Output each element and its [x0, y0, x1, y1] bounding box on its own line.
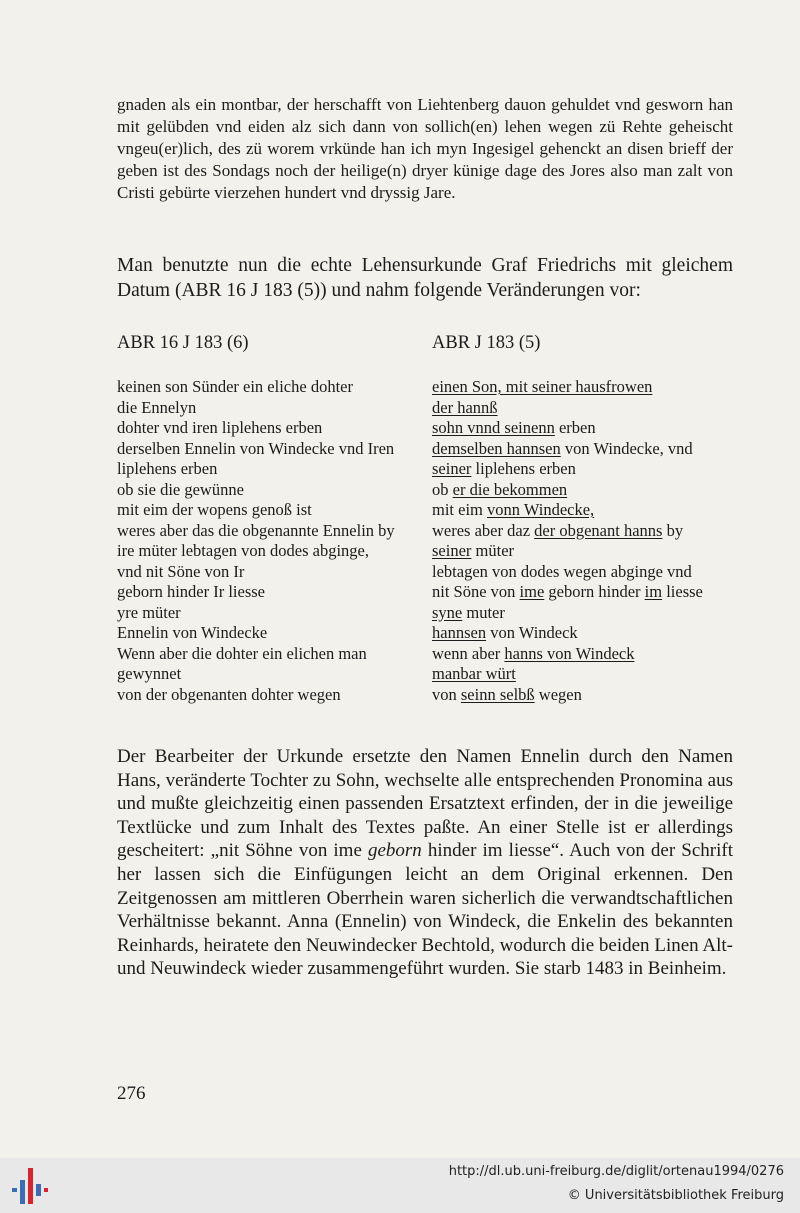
comparison-right-cell — [432, 398, 742, 419]
comparison-right-cell — [432, 459, 742, 480]
comparison-row — [117, 377, 742, 398]
copyright-text: © Universitätsbibliothek Freiburg — [567, 1188, 784, 1203]
document-url[interactable]: http://dl.ub.uni-freiburg.de/diglit/ortenau1994/0276 — [448, 1164, 784, 1179]
underlined-change: demselben hannsen — [432, 438, 561, 458]
comparison-row — [117, 398, 742, 419]
unchanged-text: lebtagen von dodes wegen abginge vnd — [432, 561, 692, 581]
comparison-left-cell: mit eim der wopens genoß ist — [117, 500, 312, 519]
comparison-left-cell: liplehens erben — [117, 459, 218, 478]
underlined-change: hannsen — [432, 623, 487, 642]
unchanged-text: liplehens erben — [471, 459, 576, 478]
comparison-left-cell: von der obgenanten dohter wegen — [117, 684, 341, 704]
comparison-row — [117, 603, 742, 624]
underlined-change: vonn Windecke, — [487, 500, 595, 519]
unchanged-text: müter — [471, 541, 515, 560]
comparison-right-cell — [432, 377, 742, 398]
comparison-left-cell: ire müter lebtagen von dodes abginge, — [117, 541, 370, 560]
comparison-right-cell — [432, 480, 742, 501]
comparison-left-cell: weres aber das die obgenannte Ennelin by — [117, 520, 395, 540]
comparison-left-cell: yre müter — [117, 602, 181, 622]
comparison-right-cell — [432, 521, 742, 542]
underlined-change: er die bekommen — [452, 479, 568, 499]
comparison-row — [117, 541, 742, 562]
comparison-left-cell: keinen son Sünder ein eliche dohter — [117, 377, 353, 396]
quote-paragraph — [117, 94, 733, 204]
comparison-right-cell — [432, 685, 742, 706]
unchanged-text: mit eim — [432, 500, 487, 519]
intro-text: Man benutzte nun die echte Lehensurkunde Graf Friedrichs mit gleichem Datum (ABR 16 J 183 (5)) und nahm folgende Veränderungen vor: — [117, 255, 733, 301]
unchanged-text: muter — [462, 602, 505, 622]
unchanged-text: liesse — [662, 582, 703, 601]
comparison-right-cell — [432, 541, 742, 562]
unchanged-text: by — [662, 520, 684, 540]
comparison-left-cell: Ennelin von Windecke — [117, 623, 268, 642]
unchanged-text: von — [432, 684, 461, 704]
comparison-row — [117, 644, 742, 665]
unchanged-text: ob — [432, 479, 453, 499]
comparison-row — [117, 664, 742, 685]
underlined-change: der obgenant hanns — [534, 520, 663, 540]
unchanged-text: erben — [554, 418, 596, 437]
underlined-change: einen Son, mit seiner hausfrowen — [432, 377, 653, 396]
analysis-paragraph — [117, 745, 733, 981]
unchanged-text: weres aber daz — [432, 520, 535, 540]
viewer-footer — [0, 1158, 800, 1213]
comparison-row — [117, 439, 742, 460]
unchanged-text: geborn hinder — [544, 582, 645, 601]
unchanged-text: von Windecke, vnd — [560, 438, 693, 458]
analysis-text-part2: hinder im liesse“. Auch von der Schrift her lassen sich die Einfügungen leicht an dem Original erkennen. Den Zeitgenossen am mittleren Oberrhein waren sicherlich die verwandtschaftlichen Verhältnisse bekannt. Anna (Ennelin) von Windeck, die Enkelin des bekannten Reinhards, heiratete den Neuwindecker Bechtold, wodurch die beiden Linen Alt- und Neuwindeck wieder zusammengeführt wurden. Sie starb 1483 in Beinheim. — [117, 840, 733, 980]
underlined-change: seiner — [432, 541, 472, 560]
underlined-change: hanns von Windeck — [504, 643, 635, 663]
comparison-left-cell: dohter vnd iren liplehens erben — [117, 418, 323, 437]
underlined-change: der hannß — [432, 397, 498, 417]
comparison-right-cell — [432, 418, 742, 439]
comparison-row — [117, 459, 742, 480]
analysis-text-part1: Der Bearbeiter der Urkunde ersetzte den Namen Ennelin durch den Namen Hans, veränderte Tochter zu Sohn, wechselte alle entsprechenden Pronomina aus und mußte gleichzeitig einen passenden Ersatztext erfinden, der in die jeweilige Textlücke und zum Inhalt des Textes paßte. An einer Stelle ist er allerdings gescheitert: „nit Söhne von ime — [117, 746, 733, 862]
underlined-change: manbar würt — [432, 664, 516, 683]
comparison-left-cell: ob sie die gewünne — [117, 479, 244, 499]
unchanged-text: von Windeck — [486, 623, 578, 642]
comparison-right-cell — [432, 644, 742, 665]
underlined-change: syne — [432, 602, 463, 622]
comparison-row — [117, 582, 742, 603]
comparison-right-cell — [432, 603, 742, 624]
comparison-right-cell — [432, 562, 742, 583]
unchanged-text: wenn aber — [432, 643, 505, 663]
page-number: 276 — [117, 1083, 146, 1104]
comparison-row — [117, 623, 742, 644]
comparison-left-cell: die Ennelyn — [117, 397, 197, 417]
underlined-change: sohn vnnd seinenn — [432, 418, 555, 437]
comparison-right-cell — [432, 664, 742, 685]
comparison-right-cell — [432, 582, 742, 603]
comparison-left-cell: geborn hinder Ir liesse — [117, 582, 265, 601]
comparison-row — [117, 500, 742, 521]
comparison-left-cell: derselben Ennelin von Windecke vnd Iren — [117, 438, 395, 458]
analysis-text — [117, 745, 733, 981]
underlined-change: ime — [519, 582, 545, 601]
comparison-right-cell — [432, 439, 742, 460]
comparison-row — [117, 521, 742, 542]
quote-text: gnaden als ein montbar, der herschafft von Liehtenberg dauon gehuldet vnd gesworn han mit gelübden vnd eiden alz sich dann von sollich(en) lehen wegen zü Rehte geheischt vngeu(er)lich, des zü worem vrkünde han ich myn Ingesigel gehenckt an disen brieff der geben ist des Sondags noch der heilige(n) dryer künige dage des Jores also man zalt von Cristi gebürte vierzehen hundert vnd dryssig Jare. — [117, 95, 733, 202]
comparison-row — [117, 685, 742, 706]
analysis-emphasis: geborn — [367, 840, 422, 862]
comparison-table — [117, 377, 742, 705]
unchanged-text: wegen — [534, 684, 582, 704]
comparison-right-cell — [432, 500, 742, 521]
underlined-change: im — [644, 582, 663, 601]
intro-paragraph — [117, 253, 733, 303]
underlined-change: seinn selbß — [460, 684, 535, 704]
comparison-row — [117, 562, 742, 583]
comparison-row — [117, 480, 742, 501]
unchanged-text: nit Söne von — [432, 582, 520, 601]
underlined-change: seiner — [432, 459, 472, 478]
comparison-row — [117, 418, 742, 439]
comparison-left-header: ABR 16 J 183 (6) — [117, 333, 249, 353]
comparison-left-cell: gewynnet — [117, 664, 182, 683]
comparison-right-header: ABR J 183 (5) — [432, 333, 541, 353]
comparison-right-cell — [432, 623, 742, 644]
comparison-left-cell: Wenn aber die dohter ein elichen man — [117, 643, 367, 663]
comparison-left-cell: vnd nit Söne von Ir — [117, 561, 245, 581]
ub-freiburg-logo-icon — [10, 1166, 50, 1206]
